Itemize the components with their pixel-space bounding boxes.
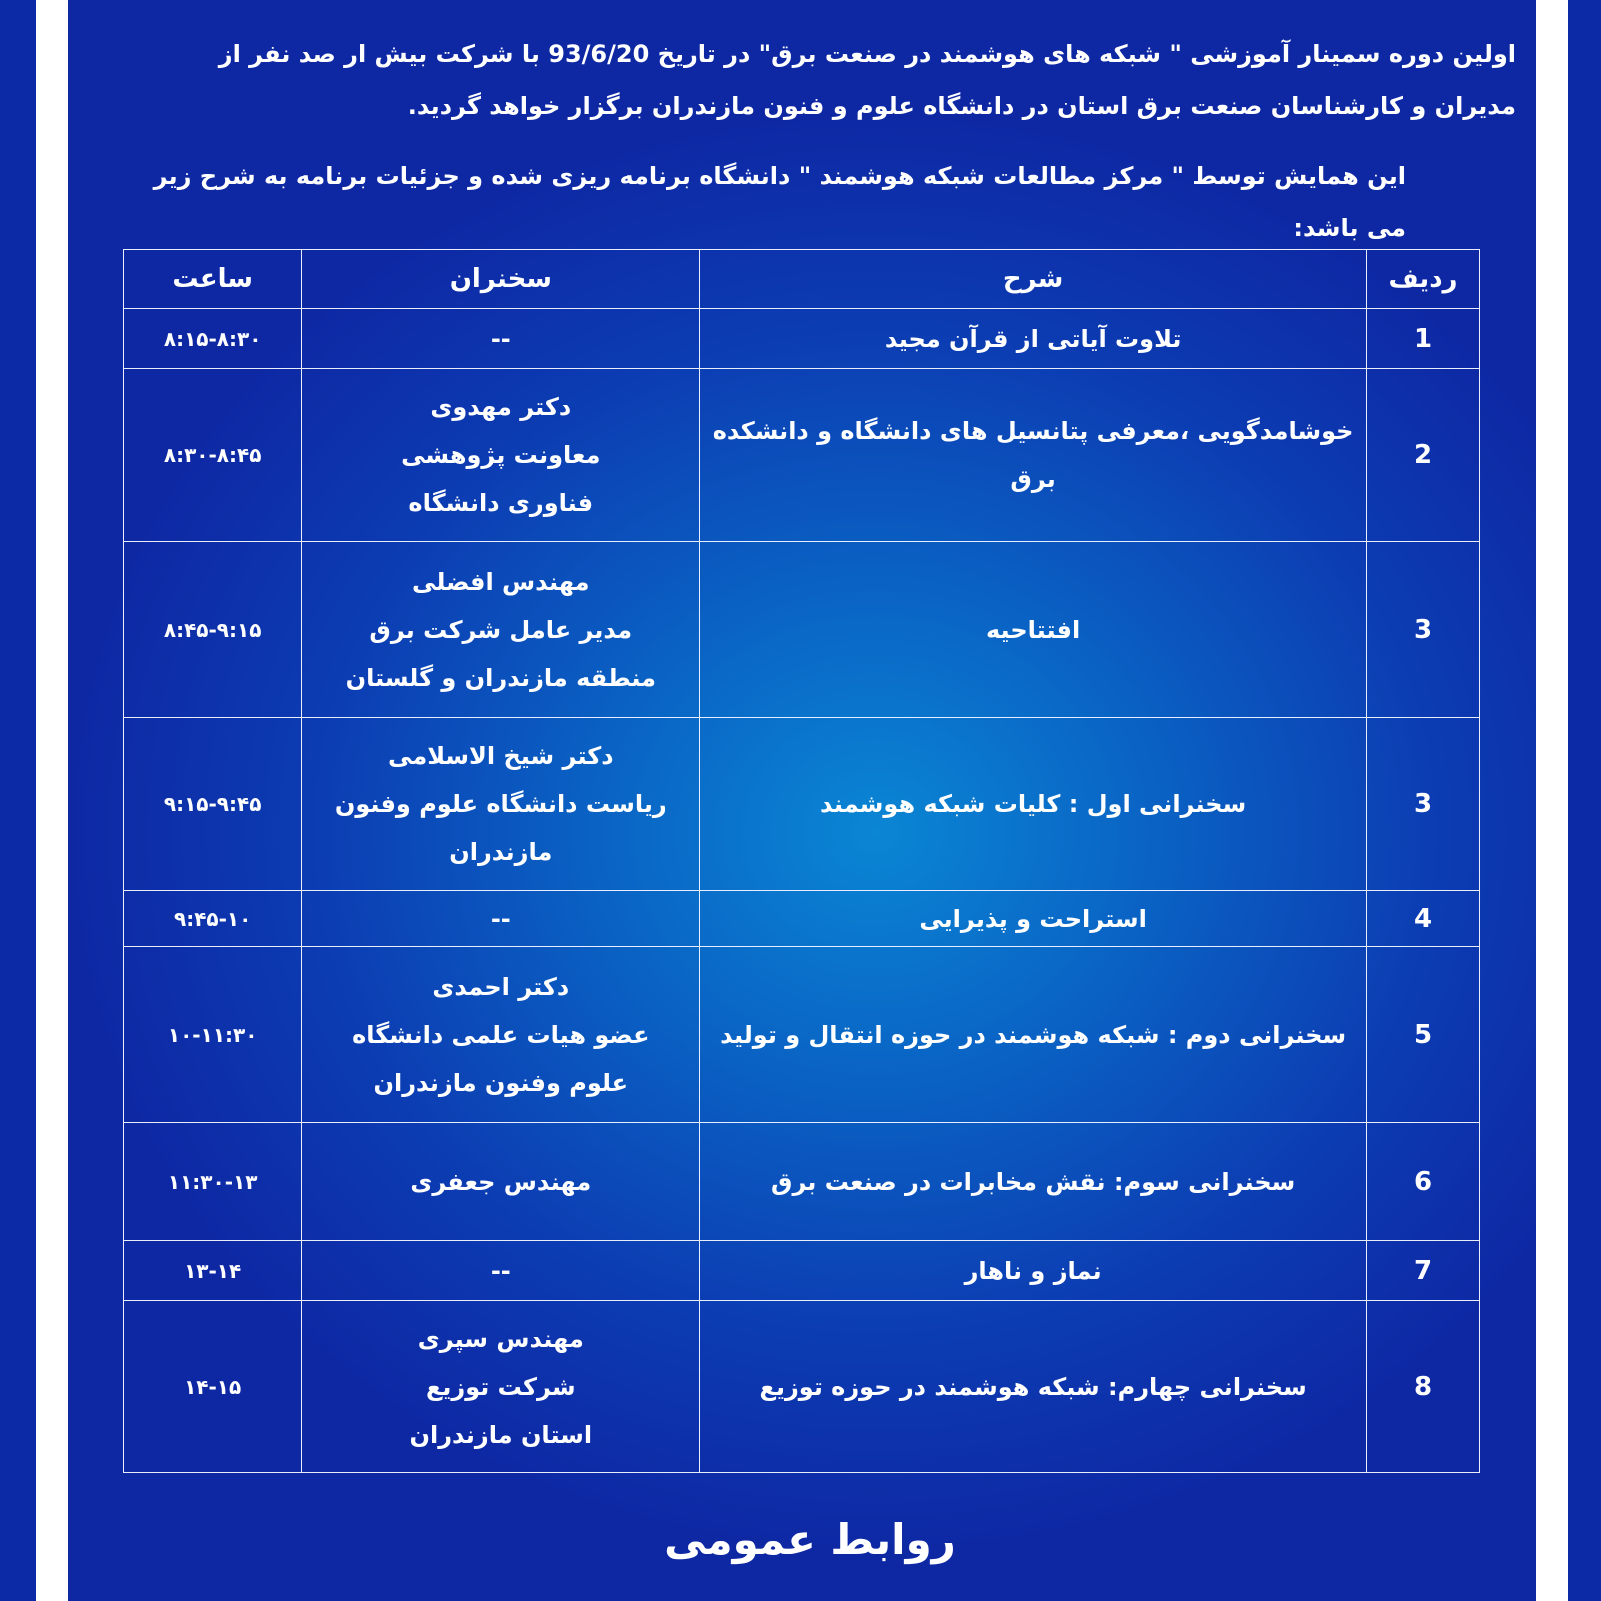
speaker-cell (302, 1123, 700, 1241)
time-cell: ۹:۱۵-۹:۴۵ (124, 718, 302, 891)
table-row (124, 542, 1480, 718)
time-cell: ۱۰-۱۱:۳۰ (124, 947, 302, 1123)
speaker-line: مدیر عامل شرکت برق (369, 615, 633, 644)
table-header-row (124, 250, 1480, 309)
speaker-line: دکتر مهدوی (430, 393, 572, 421)
speaker-cell (302, 309, 700, 369)
left-frame-border (36, 0, 68, 1601)
speaker-line: -- (490, 904, 511, 933)
header-time: ساعت (124, 250, 302, 309)
table-row (124, 1241, 1480, 1301)
time-cell: ۸:۱۵-۸:۳۰ (124, 309, 302, 369)
description-cell: استراحت و پذیرایی (700, 891, 1367, 947)
description-cell: نماز و ناهار (700, 1241, 1367, 1301)
description-cell: سخنرانی سوم: نقش مخابرات در صنعت برق (700, 1123, 1367, 1241)
time-cell: ۱۴-۱۵ (124, 1301, 302, 1473)
speaker-cell (302, 718, 700, 891)
table-row (124, 891, 1480, 947)
time-cell: ۸:۴۵-۹:۱۵ (124, 542, 302, 718)
speaker-line: عضو هیات علمی دانشگاه (352, 1020, 650, 1049)
speaker-cell (302, 369, 700, 542)
speaker-line: -- (490, 1256, 511, 1285)
row-number-cell: 1 (1366, 309, 1479, 369)
row-number-cell: 7 (1366, 1241, 1479, 1301)
speaker-line: مهندس افضلی (412, 567, 590, 596)
speaker-line: شرکت توزیع (426, 1372, 576, 1401)
header-speaker: سخنران (302, 250, 700, 309)
speaker-cell (302, 947, 700, 1123)
time-cell: ۹:۴۵-۱۰ (124, 891, 302, 947)
speaker-line: علوم وفنون مازندران (373, 1068, 629, 1097)
description-cell: سخنرانی اول : کلیات شبکه هوشمند (700, 718, 1367, 891)
speaker-line: منطقه مازندران و گلستان (345, 663, 656, 692)
speaker-line: دکتر احمدی (432, 972, 570, 1001)
speaker-line: معاونت پژوهشی (401, 441, 601, 469)
right-frame-border (1536, 0, 1568, 1601)
speaker-line: مهندس جعفری (410, 1167, 592, 1196)
speaker-line: ریاست دانشگاه علوم وفنون (334, 790, 667, 818)
time-cell: ۸:۳۰-۸:۴۵ (124, 369, 302, 542)
table-row (124, 947, 1480, 1123)
table-row (124, 369, 1480, 542)
row-number-cell: 3 (1366, 718, 1479, 891)
speaker-cell (302, 891, 700, 947)
speaker-cell (302, 1241, 700, 1301)
speaker-line: -- (490, 324, 511, 353)
speaker-cell (302, 542, 700, 718)
speaker-line: استان مازندران (409, 1420, 593, 1449)
speaker-line: مازندران (449, 838, 553, 866)
table-row (124, 1301, 1480, 1473)
table-row (124, 309, 1480, 369)
description-cell: سخنرانی چهارم: شبکه هوشمند در حوزه توزیع (700, 1301, 1367, 1473)
speaker-cell (302, 1301, 700, 1473)
speaker-line: دکتر شیخ الاسلامی (388, 742, 614, 770)
description-cell: خوشامدگویی ،معرفی پتانسیل های دانشگاه و دانشکده برق (700, 369, 1367, 542)
footer-signature: روابط عمومی (664, 1515, 956, 1564)
description-cell: افتتاحیه (700, 542, 1367, 718)
row-number-cell: 5 (1366, 947, 1479, 1123)
schedule-table (123, 249, 1480, 1473)
row-number-cell: 4 (1366, 891, 1479, 947)
time-cell: ۱۱:۳۰-۱۳ (124, 1123, 302, 1241)
intro-paragraph-organizer: این همایش توسط " مرکز مطالعات شبکه هوشمند " دانشگاه برنامه ریزی شده و جزئیات برنامه به شرح زیر می باشد: (153, 162, 1406, 242)
row-number-cell: 8 (1366, 1301, 1479, 1473)
header-description: شرح (700, 250, 1367, 309)
speaker-line: فناوری دانشگاه (408, 489, 594, 517)
header-row-number: ردیف (1366, 250, 1479, 309)
row-number-cell: 2 (1366, 369, 1479, 542)
speaker-line: مهندس سپری (417, 1324, 584, 1353)
table-row (124, 718, 1480, 891)
row-number-cell: 3 (1366, 542, 1479, 718)
table-row (124, 1123, 1480, 1241)
description-cell: تلاوت آیاتی از قرآن مجید (700, 309, 1367, 369)
row-number-cell: 6 (1366, 1123, 1479, 1241)
description-cell: سخنرانی دوم : شبکه هوشمند در حوزه انتقال و تولید (700, 947, 1367, 1123)
time-cell: ۱۳-۱۴ (124, 1241, 302, 1301)
intro-paragraph: اولین دوره سمینار آموزشی " شبکه های هوشمند در صنعت برق" در تاریخ 93/6/20 با شرکت بیش ار صد نفر از مدیران و کارشناسان صنعت برق استان در دانشگاه علوم و فنون مازندران برگزار خواهد گردید. (218, 40, 1516, 120)
